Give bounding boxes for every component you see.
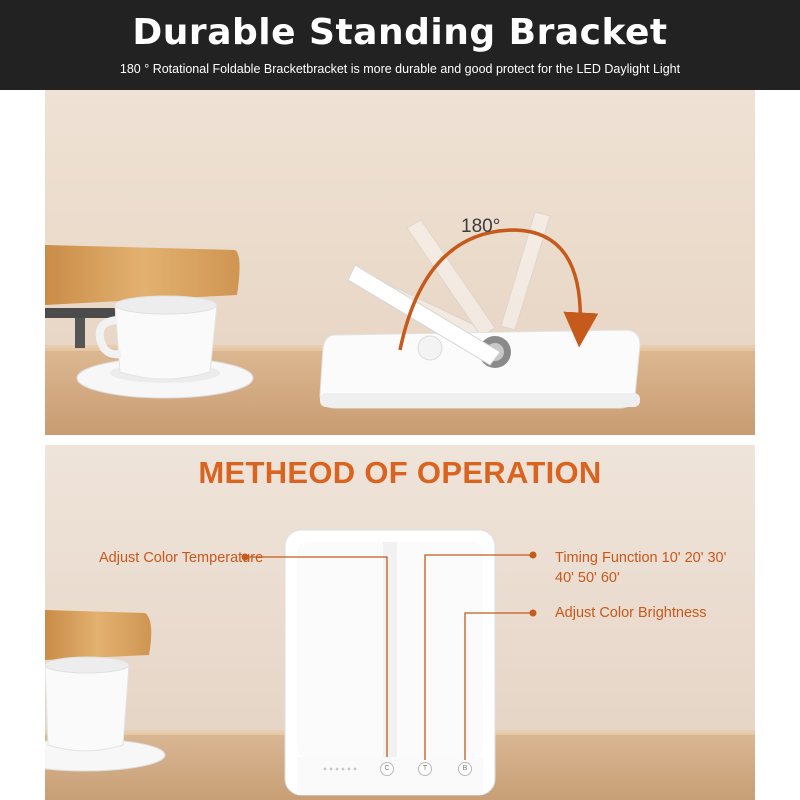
- page-subtitle: 180 ° Rotational Foldable Bracketbracket is more durable and good protect for the LED Daylight Light: [119, 62, 681, 76]
- timer-button[interactable]: T: [418, 762, 432, 776]
- callout-timing-line2: 40' 50' 60': [555, 570, 620, 586]
- operation-title: METHEOD OF OPERATION: [198, 455, 602, 490]
- color-temperature-button[interactable]: C: [380, 762, 394, 776]
- callout-timing-line1: Timing Function 10' 20' 30': [555, 550, 727, 566]
- daylight-lamp: [285, 530, 495, 795]
- page-title: Durable Standing Bracket: [132, 12, 668, 53]
- rotation-degree-label: 180°: [461, 216, 501, 237]
- callout-color-temperature: Adjust Color Temperature: [99, 550, 264, 566]
- operation-photo-panel: [45, 445, 755, 800]
- chair-back: [45, 245, 240, 305]
- header-banner: [0, 0, 800, 90]
- bracket-scene: [45, 90, 755, 435]
- bracket-photo-panel: [45, 90, 755, 435]
- operation-scene: [45, 445, 755, 800]
- brightness-button[interactable]: B: [458, 762, 472, 776]
- callout-timing-function: [555, 548, 726, 588]
- callout-color-brightness: Adjust Color Brightness: [555, 605, 707, 621]
